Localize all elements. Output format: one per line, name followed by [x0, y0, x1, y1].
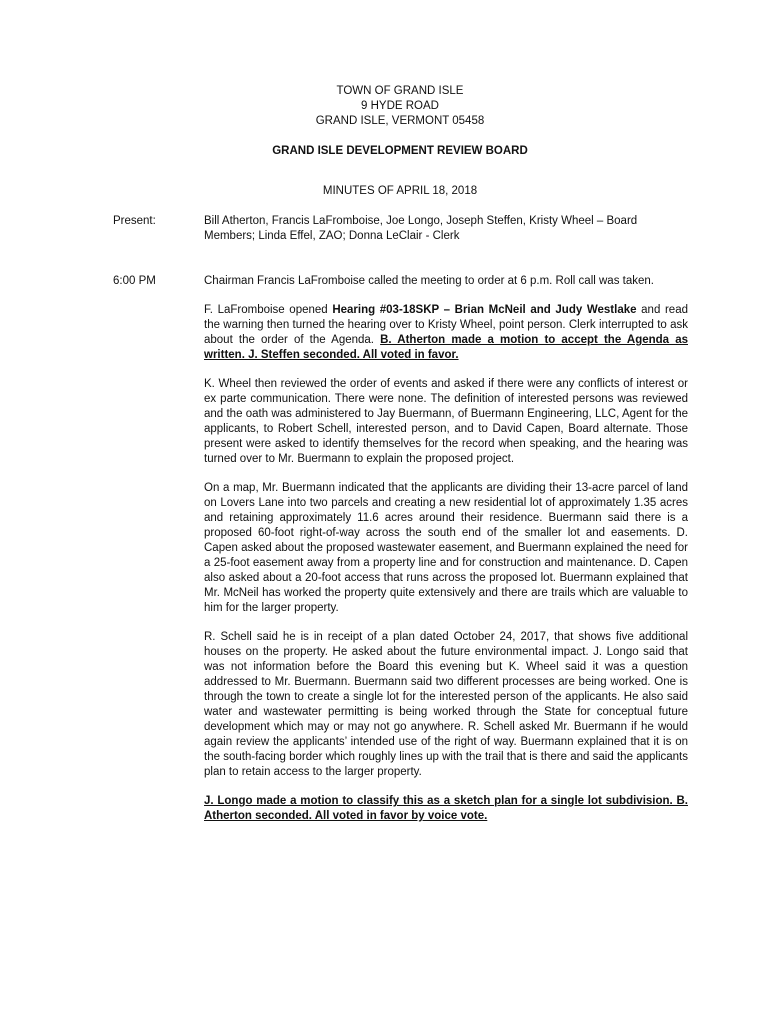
letterhead [0, 84, 770, 129]
agenda-motion: B. Atherton made a motion to accept the Agenda as written. J. Steffen seconded. All voted in favor. [204, 334, 688, 361]
hearing-intro-text: F. LaFromboise opened [204, 304, 333, 316]
board-title: GRAND ISLE DEVELOPMENT REVIEW BOARD [272, 145, 528, 157]
present-list: Bill Atherton, Francis LaFromboise, Joe Longo, Joseph Steffen, Kristy Wheel – Board Members; Linda Effel, ZAO; Donna LeClair - Clerk [204, 215, 638, 242]
discussion-paragraph: R. Schell said he is in receipt of a plan dated October 24, 2017, that shows five additional houses on the property. He asked about the future environmental impact. J. Longo said that was not information before the Board this evening but K. Wheel said it was a question addressed to Mr. Buermann. Buermann said two different processes are being worked. One is through the town to create a single lot for the interested person of the applicants. He also said water and wastewater permitting is being worked through the State for conceptual future development which may or may not go anywhere. R. Schell asked Mr. Buermann if he would again review the applicants’ intended use of the right of way. Buermann explained that it is on the south-facing border which roughly lines up with the trail that is there and said the applicants plan to retain access to the larger property. [204, 631, 688, 778]
project-paragraph: On a map, Mr. Buermann indicated that the applicants are dividing their 13-acre parcel of land on Lovers Lane into two parcels and creating a new residential lot of approximately 1.35 acres and retaining approximately 11.6 acres around their residence. Buermann said there is a proposed 60-foot right-of-way across the south end of the smaller lot and easements. D. Capen asked about the proposed wastewater easement, and Buermann explained the need for a 25-foot easement away from a property line and for construction and maintenance. D. Capen also asked about a 20-foot access that runs across the proposed lot. Buermann explained that Mr. McNeil has worked the property quite extensively and there are trails which are valuable to him for the larger property. [204, 482, 688, 614]
hearing-warning-text: and read the warning then turned the hearing over to Kristy Wheel, point person. Clerk interrupted to ask about the order of the Agenda. [204, 304, 688, 346]
meeting-body [204, 274, 688, 838]
minutes-title: MINUTES OF APRIL 18, 2018 [322, 185, 478, 197]
time-label: 6:00 PM [113, 275, 156, 287]
hearing-title: Hearing #03-18SKP – Brian McNeil and Judy Westlake [332, 304, 637, 316]
call-to-order-paragraph: Chairman Francis LaFromboise called the meeting to order at 6 p.m. Roll call was taken. [204, 275, 654, 287]
hearing-open-paragraph [204, 303, 688, 363]
town-address: 9 HYDE ROAD [361, 100, 439, 112]
oath-paragraph: K. Wheel then reviewed the order of events and asked if there were any conflicts of interest or ex parte communication. There were none. The definition of interested persons was reviewed and the oath was administered to Jay Buermann, of Buermann Engineering, LLC, Agent for the applicants, to Robert Schell, interested person, and to David Capen, Board alternate. Those present were asked to identify themselves for the record when speaking, and the hearing was turned over to Mr. Buermann to explain the proposed project. [204, 378, 688, 465]
present-label: Present: [113, 215, 156, 227]
town-city: GRAND ISLE, VERMONT 05458 [315, 115, 485, 127]
town-name: TOWN OF GRAND ISLE [336, 85, 464, 97]
sketch-plan-motion: J. Longo made a motion to classify this as a sketch plan for a single lot subdivision. B. Atherton seconded. All voted in favor by voice vote. [204, 795, 688, 822]
